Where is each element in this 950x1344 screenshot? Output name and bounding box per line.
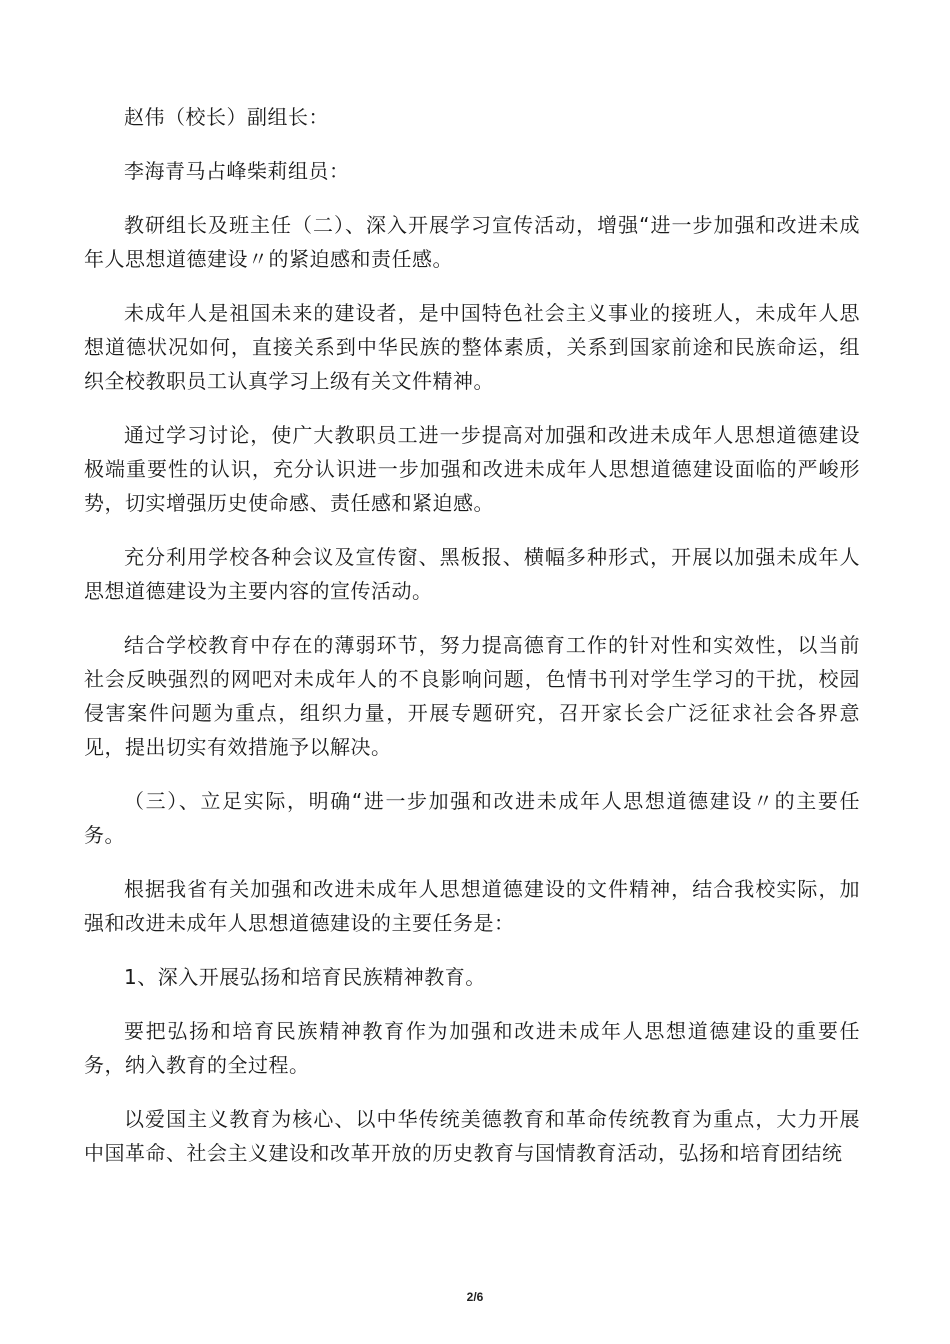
paragraph-publicity: 充分利用学校各种会议及宣传窗、黑板报、横幅多种形式，开展以加强未成年人思想道德建设为主要内容的宣传活动。	[84, 545, 860, 603]
paragraph-members: 李海青马占峰柴莉组员：	[124, 159, 350, 183]
paragraph-national-spirit: 要把弘扬和培育民族精神教育作为加强和改进未成年人思想道德建设的重要任务，纳入教育的全过程。	[84, 1019, 860, 1077]
page-number: 2/6	[466, 1290, 484, 1304]
paragraph-section-two: 教研组长及班主任（二）、深入开展学习宣传活动，增强“进一步加强和改进未成年人思想道德建设〃的紧迫感和责任感。	[84, 213, 860, 271]
paragraph-task-one: 1、深入开展弘扬和培育民族精神教育。	[124, 965, 486, 989]
paragraph-section-three: （三）、立足实际，明确“进一步加强和改进未成年人思想道德建设〃的主要任务。	[84, 789, 860, 847]
paragraph-leader: 赵伟（校长）副组长：	[124, 105, 329, 129]
document-body	[84, 100, 860, 1190]
paragraph-study-discussion: 通过学习讨论，使广大教职员工进一步提高对加强和改进未成年人思想道德建设极端重要性的认识，充分认识进一步加强和改进未成年人思想道德建设面临的严峻形势，切实增强历史使命感、责任感和紧迫感。	[84, 423, 860, 515]
paragraph-weak-links: 结合学校教育中存在的薄弱环节，努力提高德育工作的针对性和实效性，以当前社会反映强烈的网吧对未成年人的不良影响问题，色情书刊对学生学习的干扰，校园侵害案件问题为重点，组织力量，开展专题研究，召开家长会广泛征求社会各界意见，提出切实有效措施予以解决。	[84, 633, 860, 759]
paragraph-patriotism: 以爱国主义教育为核心、以中华传统美德教育和革命传统教育为重点，大力开展中国革命、社会主义建设和改革开放的历史教育与国情教育活动，弘扬和培育团结统	[84, 1107, 860, 1165]
paragraph-minors-future: 未成年人是祖国未来的建设者，是中国特色社会主义事业的接班人，未成年人思想道德状况如何，直接关系到中华民族的整体素质，关系到国家前途和民族命运，组织全校教职员工认真学习上级有关文件精神。	[84, 301, 860, 393]
paragraph-main-tasks: 根据我省有关加强和改进未成年人思想道德建设的文件精神，结合我校实际，加强和改进未成年人思想道德建设的主要任务是：	[84, 877, 860, 935]
